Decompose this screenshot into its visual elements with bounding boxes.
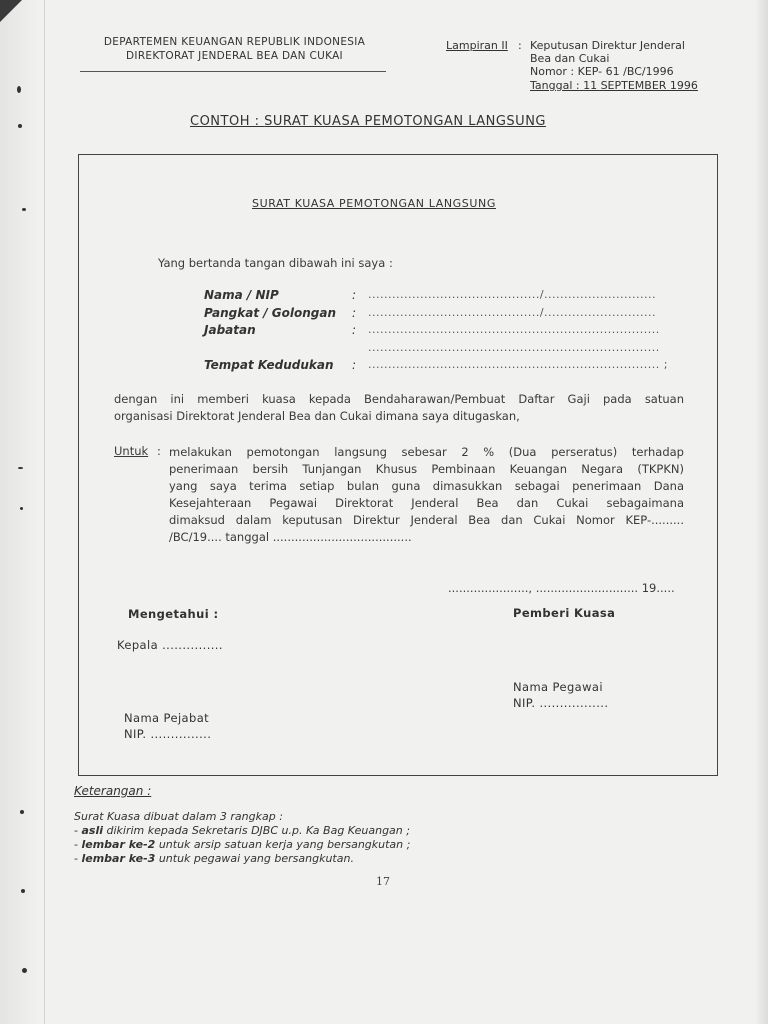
paragraph-line: /BC/19.... tanggal ...................................... <box>169 530 412 544</box>
page-title-prefix: CONTOH : <box>190 114 265 129</box>
nip-pejabat-label: NIP. ............... <box>124 727 212 741</box>
scan-right-edge <box>756 0 768 1024</box>
punch-mark <box>20 810 24 814</box>
folded-corner <box>0 0 22 22</box>
paragraph-line: organisasi Direktorat Jenderal Bea dan Cukai dimana saya ditugaskan, <box>114 409 520 423</box>
field-colon: : <box>352 288 357 302</box>
department-line-2: DIREKTORAT JENDERAL BEA DAN CUKAI <box>126 50 343 62</box>
department-name <box>72 36 397 62</box>
field-value-nama-nip: .........................................../............................ <box>368 288 656 301</box>
header-rule <box>80 71 386 72</box>
decree-date <box>530 79 698 92</box>
punch-mark <box>17 86 21 93</box>
nama-pegawai-label: Nama Pegawai <box>513 680 603 694</box>
field-label-jabatan: Jabatan <box>204 323 256 337</box>
nama-pejabat-label: Nama Pejabat <box>124 711 210 725</box>
scan-left-margin <box>0 0 46 1024</box>
field-colon: : <box>352 306 357 320</box>
kepala-label: Kepala ............... <box>117 638 223 652</box>
field-label-tempat-kedudukan: Tempat Kedudukan <box>204 358 334 372</box>
punch-mark <box>22 208 26 211</box>
form-title: SURAT KUASA PEMOTONGAN LANGSUNG <box>252 197 496 210</box>
notes-item-text: untuk arsip satuan kerja yang bersangkutan ; <box>155 838 411 851</box>
punch-mark <box>20 507 23 510</box>
paragraph-line: penerimaan bersih Tunjangan Khusus Pembinaan Keuangan Negara (TKPKN) <box>169 462 684 476</box>
lampiran-colon: : <box>518 39 522 52</box>
field-colon: : <box>352 358 357 372</box>
paragraph-line: dengan ini memberi kuasa kepada Bendaharawan/Pembuat Daftar Gaji pada satuan <box>114 392 684 406</box>
field-value-tempat-kedudukan: ......................................................................... ; <box>368 358 668 371</box>
paragraph-line: yang saya terima setiap bulan guna dimasukkan sebagai penerimaan Dana <box>169 479 684 493</box>
field-label-nama-nip: Nama / NIP <box>204 288 279 302</box>
lampiran-label: Lampiran II <box>446 39 508 52</box>
untuk-colon: : <box>157 444 161 458</box>
notes-item: - asli dikirim kepada Sekretaris DJBC u.p. Ka Bag Keuangan ; <box>74 824 410 837</box>
paragraph-line: melakukan pemotongan langsung sebesar 2 % (Dua perseratus) terhadap <box>169 445 684 459</box>
notes-heading: Keterangan : <box>74 784 152 798</box>
pemberi-kuasa-label: Pemberi Kuasa <box>513 606 616 620</box>
decree-date-label: Tanggal : <box>530 79 580 92</box>
department-line-1: DEPARTEMEN KEUANGAN REPUBLIK INDONESIA <box>103 36 366 48</box>
notes-item-text: dikirim kepada Sekretaris DJBC u.p. Ka Bag Keuangan ; <box>102 824 410 837</box>
punch-mark <box>18 124 22 128</box>
signing-date-line: ......................, ............................ 19..... <box>448 581 675 595</box>
notes-intro: Surat Kuasa dibuat dalam 3 rangkap : <box>74 810 283 823</box>
punch-mark <box>22 968 27 973</box>
nip-pegawai-label: NIP. ................. <box>513 696 609 710</box>
page-title-text: SURAT KUASA PEMOTONGAN LANGSUNG <box>264 114 546 129</box>
notes-item-text: untuk pegawai yang bersangkutan. <box>155 852 354 865</box>
notes-item-bold: lembar ke-3 <box>81 852 156 865</box>
form-intro: Yang bertanda tangan dibawah ini saya : <box>158 256 393 270</box>
notes-item-bold: asli <box>81 824 103 837</box>
notes-item: - lembar ke-3 untuk pegawai yang bersangkutan. <box>74 852 354 865</box>
paragraph-line: Kesejahteraan Pegawai Direktorat Jenderal Bea dan Cukai sebagaimana <box>169 496 684 510</box>
page-title <box>190 114 546 129</box>
field-colon: : <box>352 323 357 337</box>
decree-date-value: 11 SEPTEMBER 1996 <box>583 79 698 92</box>
notes-item-bold: lembar ke-2 <box>81 838 156 851</box>
punch-mark <box>18 467 23 469</box>
notes-item: - lembar ke-2 untuk arsip satuan kerja yang bersangkutan ; <box>74 838 411 851</box>
decree-number: Nomor : KEP- 61 /BC/1996 <box>530 65 674 78</box>
page-number: 17 <box>376 875 390 888</box>
authorization-paragraph <box>114 391 684 425</box>
punch-mark <box>21 889 25 893</box>
mengetahui-label: Mengetahui : <box>128 607 219 621</box>
untuk-label: Untuk <box>114 444 149 458</box>
field-value-jabatan: ......................................................................... <box>368 323 660 336</box>
field-label-pangkat-golongan: Pangkat / Golongan <box>204 306 337 320</box>
decree-line-2: Bea dan Cukai <box>530 52 610 65</box>
field-value-jabatan-cont: ......................................................................... <box>368 341 660 354</box>
page-edge-line <box>44 0 45 1024</box>
paragraph-line: dimaksud dalam keputusan Direktur Jenderal Bea dan Cukai Nomor KEP-......... <box>169 513 684 527</box>
field-value-pangkat-golongan: .........................................../............................ <box>368 306 656 319</box>
decree-line-1: Keputusan Direktur Jenderal <box>530 39 685 52</box>
untuk-paragraph <box>169 444 684 546</box>
